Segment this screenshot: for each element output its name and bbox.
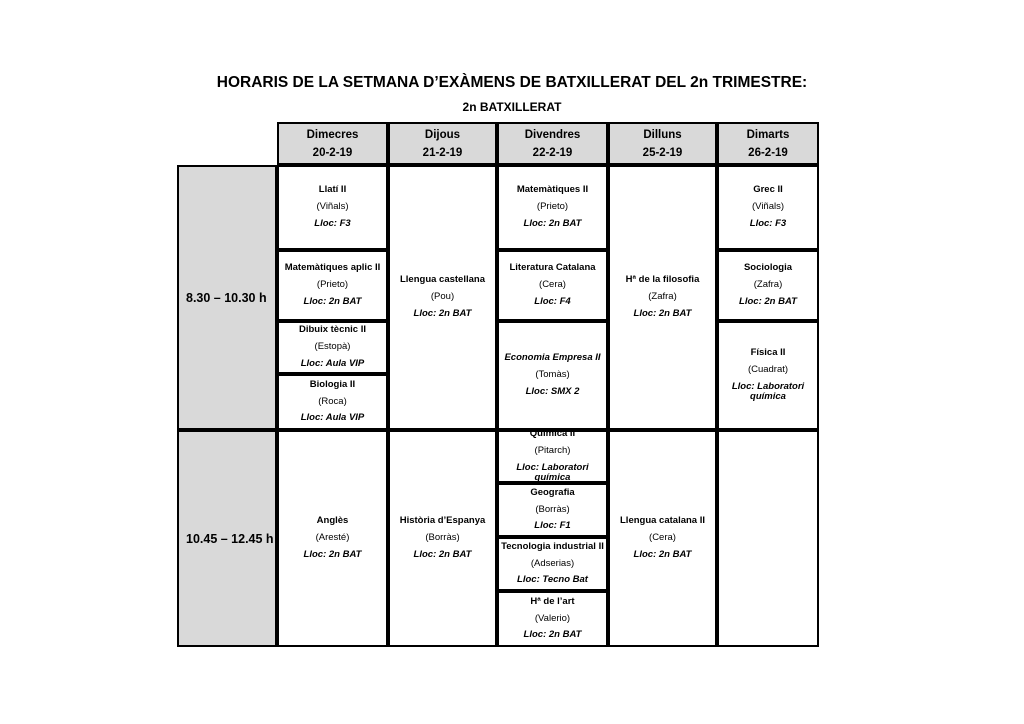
day-name: Divendres bbox=[524, 128, 581, 141]
exam-economia-empresa-ii bbox=[497, 321, 608, 430]
exam-teacher: (Aresté) bbox=[315, 532, 350, 544]
exam-biologia-ii bbox=[277, 374, 388, 430]
time-slot-morning bbox=[177, 165, 277, 430]
exam-matematiques-aplic-ii bbox=[277, 250, 388, 321]
exam-angles bbox=[277, 430, 388, 647]
exam-location: Lloc: Tecno Bat bbox=[517, 574, 588, 586]
exam-llengua-catalana-ii bbox=[608, 430, 717, 647]
exam-subject: Química II bbox=[529, 427, 576, 439]
time-slot-midday bbox=[177, 430, 277, 647]
exam-sociologia bbox=[717, 250, 819, 321]
exam-location: Lloc: 2n BAT bbox=[413, 307, 472, 319]
exam-location: Lloc: F4 bbox=[534, 295, 571, 307]
empty-cell bbox=[717, 430, 819, 647]
exam-subject: Llengua castellana bbox=[399, 274, 485, 286]
exam-subject: Història d’Espanya bbox=[399, 515, 486, 527]
exam-teacher: (Prieto) bbox=[316, 279, 349, 291]
exam-location: Lloc: Aula VIP bbox=[300, 357, 365, 369]
exam-subject: Llengua catalana II bbox=[620, 515, 705, 527]
exam-location: Lloc: 2n BAT bbox=[633, 548, 692, 560]
exam-teacher: (Roca) bbox=[318, 395, 347, 407]
exam-teacher: (Borràs) bbox=[535, 503, 570, 515]
exam-subject: Física II bbox=[750, 346, 786, 358]
exam-subject: Hª de l’art bbox=[530, 595, 575, 607]
exam-tecnologia-industrial-ii bbox=[497, 537, 608, 591]
exam-location: Lloc: 2n BAT bbox=[523, 629, 582, 641]
day-header-dimecres bbox=[277, 122, 388, 165]
exam-quimica-ii bbox=[497, 427, 608, 484]
time-slot-label: 8.30 – 10.30 h bbox=[186, 290, 267, 305]
exam-subject: Hª de la filosofia bbox=[625, 274, 700, 286]
day-date: 20-2-19 bbox=[312, 146, 353, 159]
exam-location: Lloc: 2n BAT bbox=[739, 295, 797, 307]
exam-location: Lloc: 2n BAT bbox=[633, 307, 692, 319]
exam-location: Lloc: 2n BAT bbox=[303, 295, 362, 307]
exam-teacher: (Valerio) bbox=[534, 612, 571, 624]
exam-location: Lloc: Aula VIP bbox=[300, 412, 365, 424]
exam-subject: Literatura Catalana bbox=[509, 262, 596, 274]
exam-subject: Economia Empresa II bbox=[504, 352, 601, 364]
exam-geografia bbox=[497, 483, 608, 537]
exam-subject: Matemàtiques II bbox=[516, 184, 589, 196]
exam-subject: Anglès bbox=[316, 515, 349, 527]
exam-teacher: (Viñals) bbox=[751, 201, 785, 213]
exam-teacher: (Adserias) bbox=[530, 557, 575, 569]
exam-llati-ii bbox=[277, 165, 388, 250]
exam-subject: Geografia bbox=[530, 486, 575, 498]
exam-location: Lloc: F3 bbox=[749, 217, 787, 229]
exam-llengua-castellana bbox=[388, 165, 497, 430]
exam-subject: Sociologia bbox=[743, 262, 793, 274]
exam-teacher: (Borràs) bbox=[425, 532, 460, 544]
day-name: Dilluns bbox=[643, 128, 682, 141]
exam-location: Lloc: F1 bbox=[534, 520, 571, 532]
exam-literatura-catalana bbox=[497, 250, 608, 321]
day-header-dimarts bbox=[717, 122, 819, 165]
exam-matematiques-ii bbox=[497, 165, 608, 250]
day-date: 21-2-19 bbox=[422, 146, 463, 159]
exam-historia-filosofia bbox=[608, 165, 717, 430]
exam-teacher: (Viñals) bbox=[316, 201, 349, 213]
page-subtitle: 2n BATXILLERAT bbox=[462, 100, 562, 114]
day-date: 22-2-19 bbox=[532, 146, 573, 159]
exam-subject: Dibuix tècnic II bbox=[298, 324, 367, 336]
exam-teacher: (Zafra) bbox=[648, 291, 677, 303]
exam-location: Lloc: Laboratori química bbox=[731, 380, 805, 403]
exam-teacher: (Cera) bbox=[649, 532, 676, 544]
exam-location: Lloc: Laboratori química bbox=[516, 461, 589, 484]
exam-subject: Matemàtiques aplic II bbox=[284, 262, 381, 274]
page-title: HORARIS DE LA SETMANA D’EXÀMENS DE BATXILLERAT DEL 2n TRIMESTRE: bbox=[216, 74, 808, 91]
exam-teacher: (Cera) bbox=[539, 279, 566, 291]
exam-subject: Grec II bbox=[753, 184, 783, 196]
day-date: 25-2-19 bbox=[642, 146, 683, 159]
day-header-dijous bbox=[388, 122, 497, 165]
exam-subject: Tecnologia industrial II bbox=[501, 540, 604, 552]
day-name: Dijous bbox=[424, 128, 461, 141]
exam-teacher: (Tomàs) bbox=[535, 369, 570, 381]
day-header-dilluns bbox=[608, 122, 717, 165]
exam-teacher: (Zafra) bbox=[753, 279, 783, 291]
exam-teacher: (Prieto) bbox=[536, 201, 569, 213]
day-date: 26-2-19 bbox=[748, 146, 788, 159]
exam-grec-ii bbox=[717, 165, 819, 250]
exam-location: Lloc: 2n BAT bbox=[523, 217, 582, 229]
exam-subject: Llatí II bbox=[318, 184, 347, 196]
exam-teacher: (Cuadrat) bbox=[747, 363, 789, 375]
day-name: Dimarts bbox=[746, 128, 790, 141]
exam-dibuix-tecnic-ii bbox=[277, 321, 388, 374]
exam-teacher: (Estopà) bbox=[314, 341, 351, 353]
exam-subject: Biologia II bbox=[309, 378, 356, 390]
exam-location: Lloc: 2n BAT bbox=[303, 548, 362, 560]
day-name: Dimecres bbox=[306, 128, 359, 141]
exam-location: Lloc: 2n BAT bbox=[413, 548, 472, 560]
exam-location: Lloc: F3 bbox=[314, 217, 351, 229]
exam-fisica-ii bbox=[717, 321, 819, 430]
time-slot-label: 10.45 – 12.45 h bbox=[186, 531, 274, 546]
exam-teacher: (Pou) bbox=[430, 291, 455, 303]
exam-historia-art bbox=[497, 591, 608, 647]
day-header-divendres bbox=[497, 122, 608, 165]
exam-teacher: (Pitarch) bbox=[534, 444, 571, 456]
exam-historia-espanya bbox=[388, 430, 497, 647]
exam-location: Lloc: SMX 2 bbox=[525, 385, 580, 397]
